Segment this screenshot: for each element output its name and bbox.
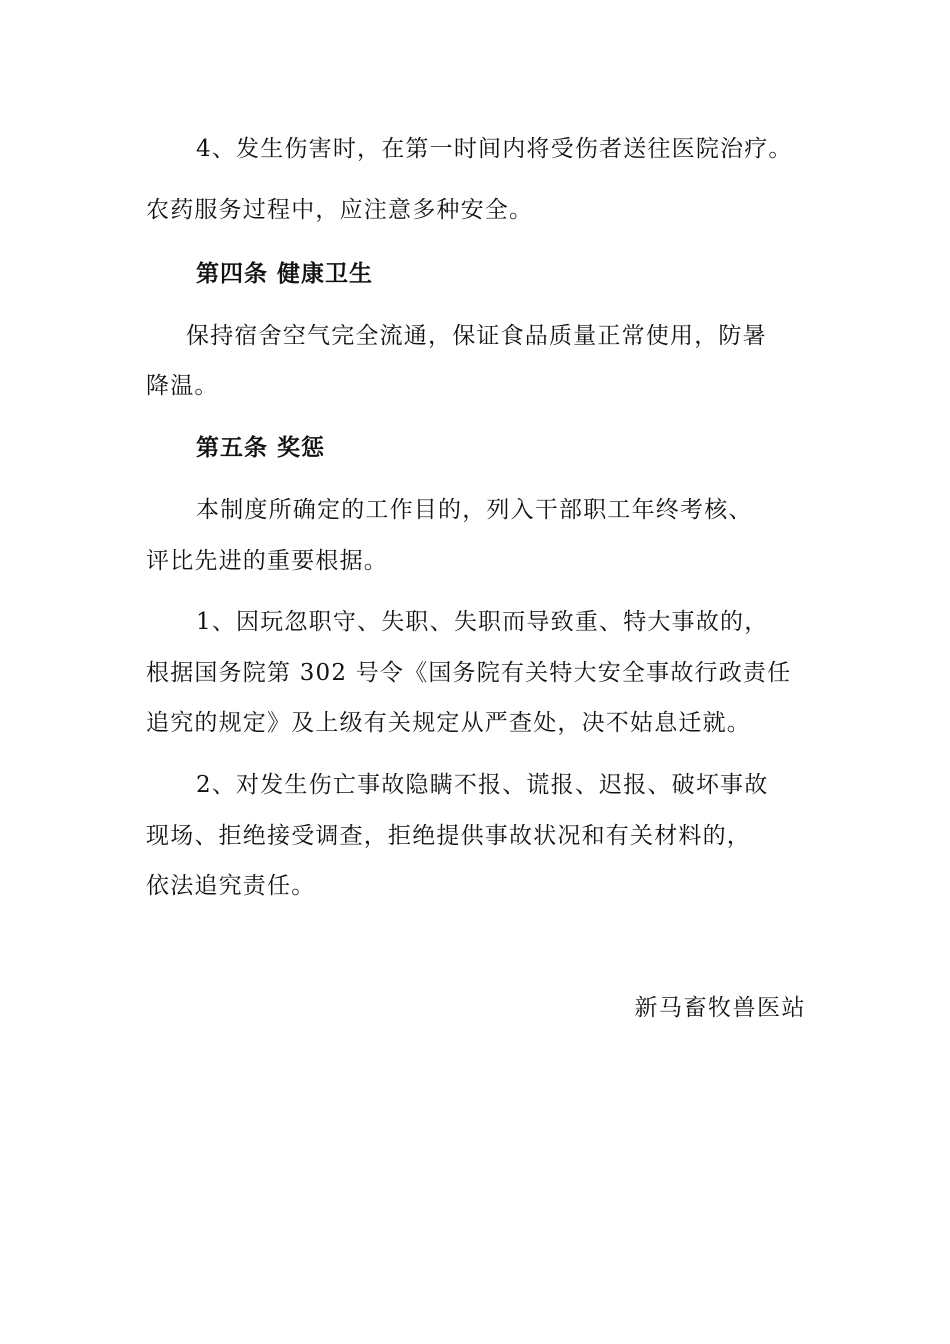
article5-item2-line-2: 现场、拒绝接受调查，拒绝提供事故状况和有关材料的， xyxy=(146,823,751,849)
item4-line-1: 4、发生伤害时，在第一时间内将受伤者送往医院治疗。 xyxy=(196,136,793,162)
article5-item2-line-3: 依法追究责任。 xyxy=(146,873,316,899)
signature: 新马畜牧兽医站 xyxy=(634,995,806,1021)
article5-heading: 第五条 奖惩 xyxy=(196,434,326,461)
article4-body-line-2: 降温。 xyxy=(146,373,219,399)
article4-heading: 第四条 健康卫生 xyxy=(196,260,374,287)
article5-item1-line-3: 追究的规定》及上级有关规定从严查处，决不姑息迁就。 xyxy=(146,710,751,736)
article4-body-line-1: 保持宿舍空气完全流通，保证食品质量正常使用，防暑 xyxy=(186,323,767,349)
article5-item1-line-2: 根据国务院第 302 号令《国务院有关特大安全事故行政责任 xyxy=(146,660,792,686)
article5-intro-line-2: 评比先进的重要根据。 xyxy=(146,548,388,574)
article5-item1-line-1: 1、因玩忽职守、失职、失职而导致重、特大事故的， xyxy=(196,609,769,635)
item4-line-2: 农药服务过程中，应注意多种安全。 xyxy=(146,197,534,223)
article5-intro-line-1: 本制度所确定的工作目的，列入干部职工年终考核、 xyxy=(196,497,753,523)
article5-item2-line-1: 2、对发生伤亡事故隐瞒不报、谎报、迟报、破坏事故 xyxy=(196,772,769,798)
